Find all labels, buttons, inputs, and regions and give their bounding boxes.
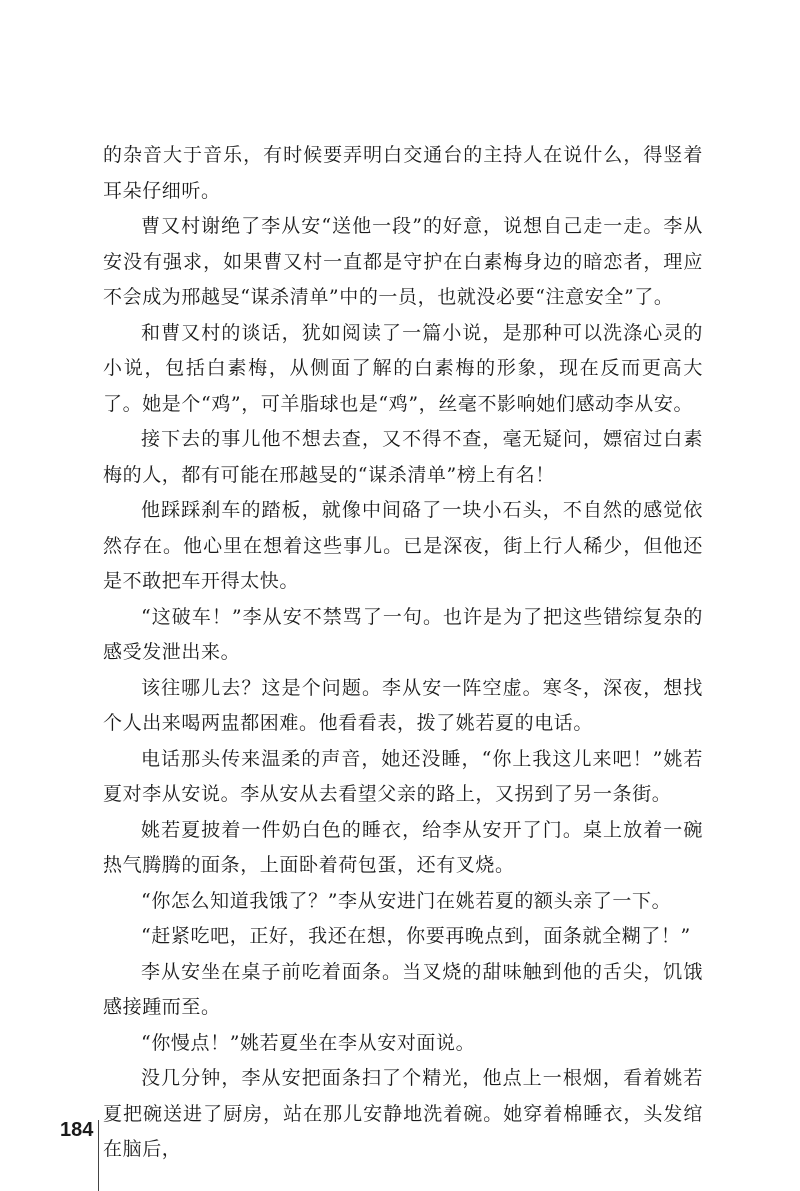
paragraph: “这破车！”李从安不禁骂了一句。也许是为了把这些错综复杂的感受发泄出来。 (103, 605, 703, 663)
paragraph: 的杂音大于音乐，有时候要弄明白交通台的主持人在说什么，得竖着耳朵仔细听。 (103, 144, 703, 202)
paragraph: 接下去的事儿他不想去查，又不得不查，毫无疑问，嫖宿过白素梅的人，都有可能在邢越旻的“谋杀清单”榜上有名！ (103, 428, 703, 486)
paragraph: 电话那头传来温柔的声音，她还没睡，“你上我这儿来吧！”姚若夏对李从安说。李从安从去看望父亲的路上，又拐到了另一条街。 (103, 747, 703, 805)
paragraph: 该往哪儿去？这是个问题。李从安一阵空虚。寒冬，深夜，想找个人出来喝两盅都困难。他看看表，拨了姚若夏的电话。 (103, 676, 703, 734)
page-number: 184 (60, 1119, 94, 1141)
paragraph: 他踩踩刹车的踏板，就像中间硌了一块小石头，不自然的感觉依然存在。他心里在想着这些事儿。已是深夜，街上行人稀少，但他还是不敢把车开得太快。 (103, 499, 703, 592)
paragraph: 姚若夏披着一件奶白色的睡衣，给李从安开了门。桌上放着一碗热气腾腾的面条，上面卧着荷包蛋，还有叉烧。 (103, 818, 703, 876)
page-body (103, 138, 703, 1168)
paragraph: 曹又村谢绝了李从安“送他一段”的好意，说想自己走一走。李从安没有强求，如果曹又村一直都是守护在白素梅身边的暗恋者，理应不会成为邢越旻“谋杀清单”中的一员，也就没必要“注意安全”了。 (103, 215, 703, 308)
paragraph: “你慢点！”姚若夏坐在李从安对面说。 (141, 1031, 476, 1054)
paragraph: 和曹又村的谈话，犹如阅读了一篇小说，是那种可以洗涤心灵的小说，包括白素梅，从侧面了解的白素梅的形象，现在反而更高大了。她是个“鸡”，可羊脂球也是“鸡”，丝毫不影响她们感动李从安。 (103, 321, 703, 415)
paragraph: 没几分钟，李从安把面条扫了个精光，他点上一根烟，看着姚若夏把碗送进了厨房，站在那儿安静地洗着碗。她穿着棉睡衣，头发绾在脑后， (103, 1067, 703, 1160)
margin-rule (98, 1120, 99, 1191)
paragraph: “赶紧吃吧，正好，我还在想，你要再晚点到，面条就全糊了！” (141, 925, 691, 947)
paragraph: “你怎么知道我饿了？”李从安进门在姚若夏的额头亲了一下。 (141, 889, 672, 912)
paragraph: 李从安坐在桌子前吃着面条。当叉烧的甜味触到他的舌尖，饥饿感接踵而至。 (103, 960, 703, 1018)
